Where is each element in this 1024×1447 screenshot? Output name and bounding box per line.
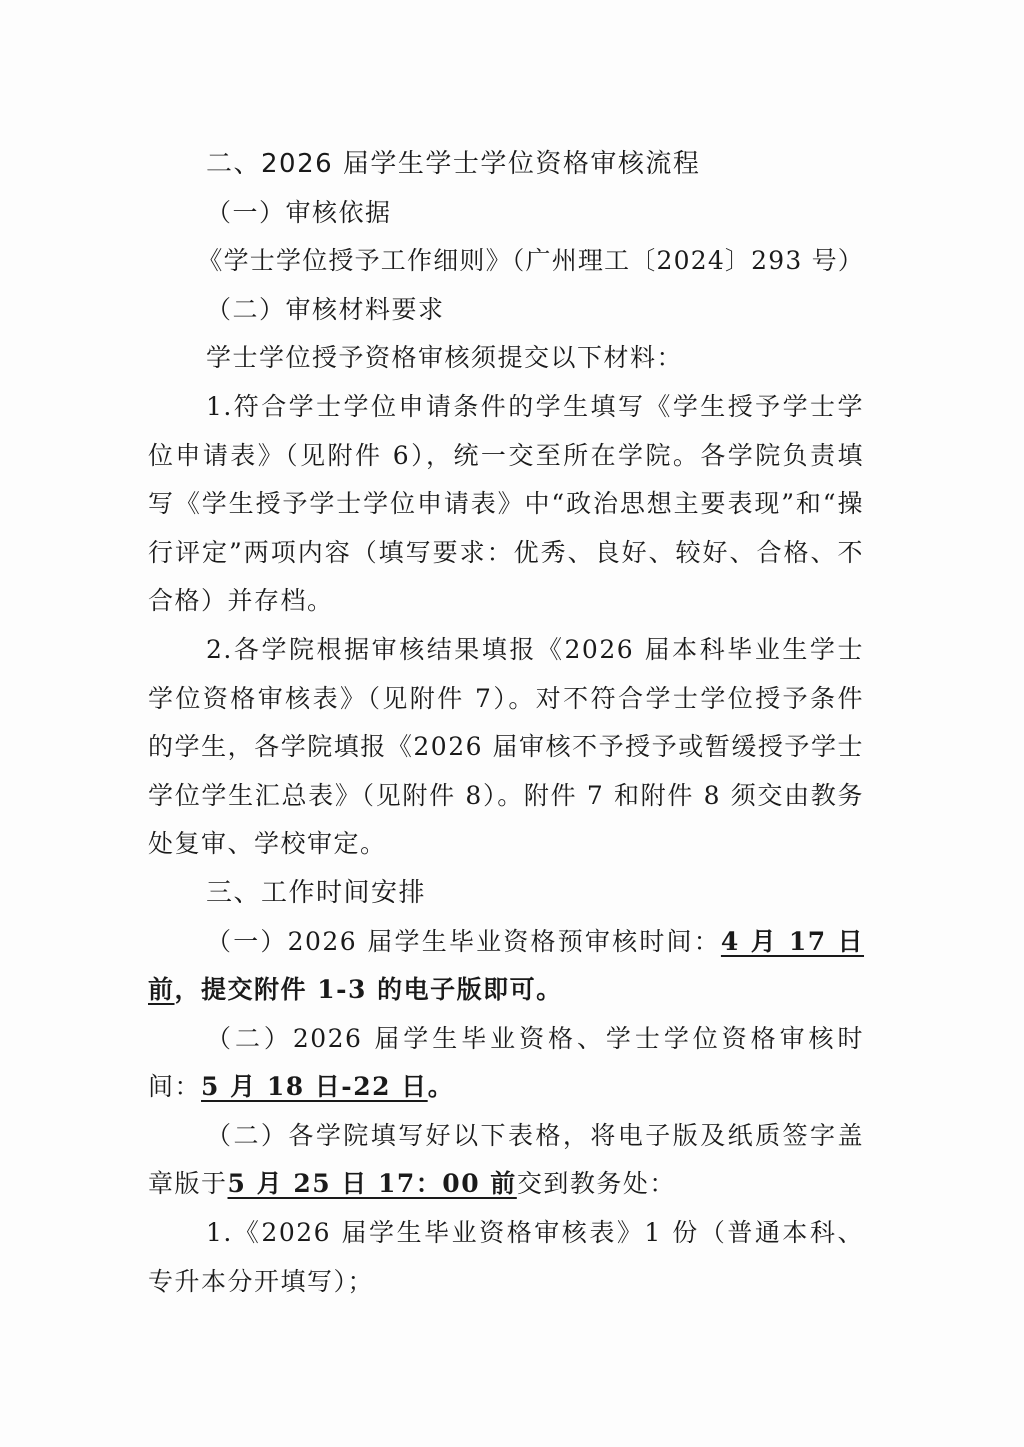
schedule-item-1: [148, 918, 864, 1015]
schedule-2-end: 。: [427, 1072, 455, 1102]
subsection-1-heading: （一）审核依据: [206, 197, 392, 227]
schedule-1-text: （一）2026 届学生毕业资格预审核时间：: [206, 926, 721, 956]
material-item-1: 1.符合学士学位申请条件的学生填写《学生授予学士学位申请表》（见附件 6），统一交至所在学院。各学院负责填写《学生授予学士学位申请表》中“政治思想主要表现”和“操行评定”两项内容（填写要求：优秀、良好、较好、合格、不合格）并存档。: [148, 391, 864, 616]
schedule-item-3: [148, 1112, 864, 1209]
subsection-1-body: 《学士学位授予工作细则》（广州理工〔2024〕293 号）: [197, 246, 864, 276]
schedule-1-note: ，提交附件 1-3 的电子版即可。: [174, 975, 563, 1005]
section-3-heading: 三、工作时间安排: [206, 877, 427, 908]
material-item-2: 2.各学院根据审核结果填报《2026 届本科毕业生学士学位资格审核表》（见附件 7）。对不符合学士学位授予条件的学生，各学院填报《2026 届审核不予授予或暂缓授予学士学位学生汇总表》（见附件 8）。附件 7 和附件 8 须交由教务处复审、学校审定。: [148, 634, 864, 859]
schedule-3-date: 5 月 25 日 17：00 前: [227, 1169, 517, 1199]
form-item-1: 1.《2026 届学生毕业资格审核表》1 份（普通本科、专升本分开填写）；: [148, 1218, 864, 1296]
schedule-2-text: （二）2026 届学生毕业资格、学士学位资格审核时间：: [148, 1023, 864, 1102]
subsection-2-heading: （二）审核材料要求: [206, 294, 445, 324]
document-body: [148, 140, 864, 1306]
schedule-3-suffix: 交到教务处：: [516, 1169, 676, 1199]
schedule-3-text: （二）各学院填写好以下表格，将电子版及纸质签字盖章版于: [148, 1120, 864, 1199]
schedule-1-date: 4 月 17 日前: [148, 926, 865, 1005]
subsection-2-intro: 学士学位授予资格审核须提交以下材料：: [206, 343, 684, 373]
schedule-2-date: 5 月 18 日-22 日: [201, 1072, 428, 1102]
section-2-heading: 二、2026 届学生学士学位资格审核流程: [206, 149, 701, 179]
schedule-item-2: [148, 1015, 864, 1112]
